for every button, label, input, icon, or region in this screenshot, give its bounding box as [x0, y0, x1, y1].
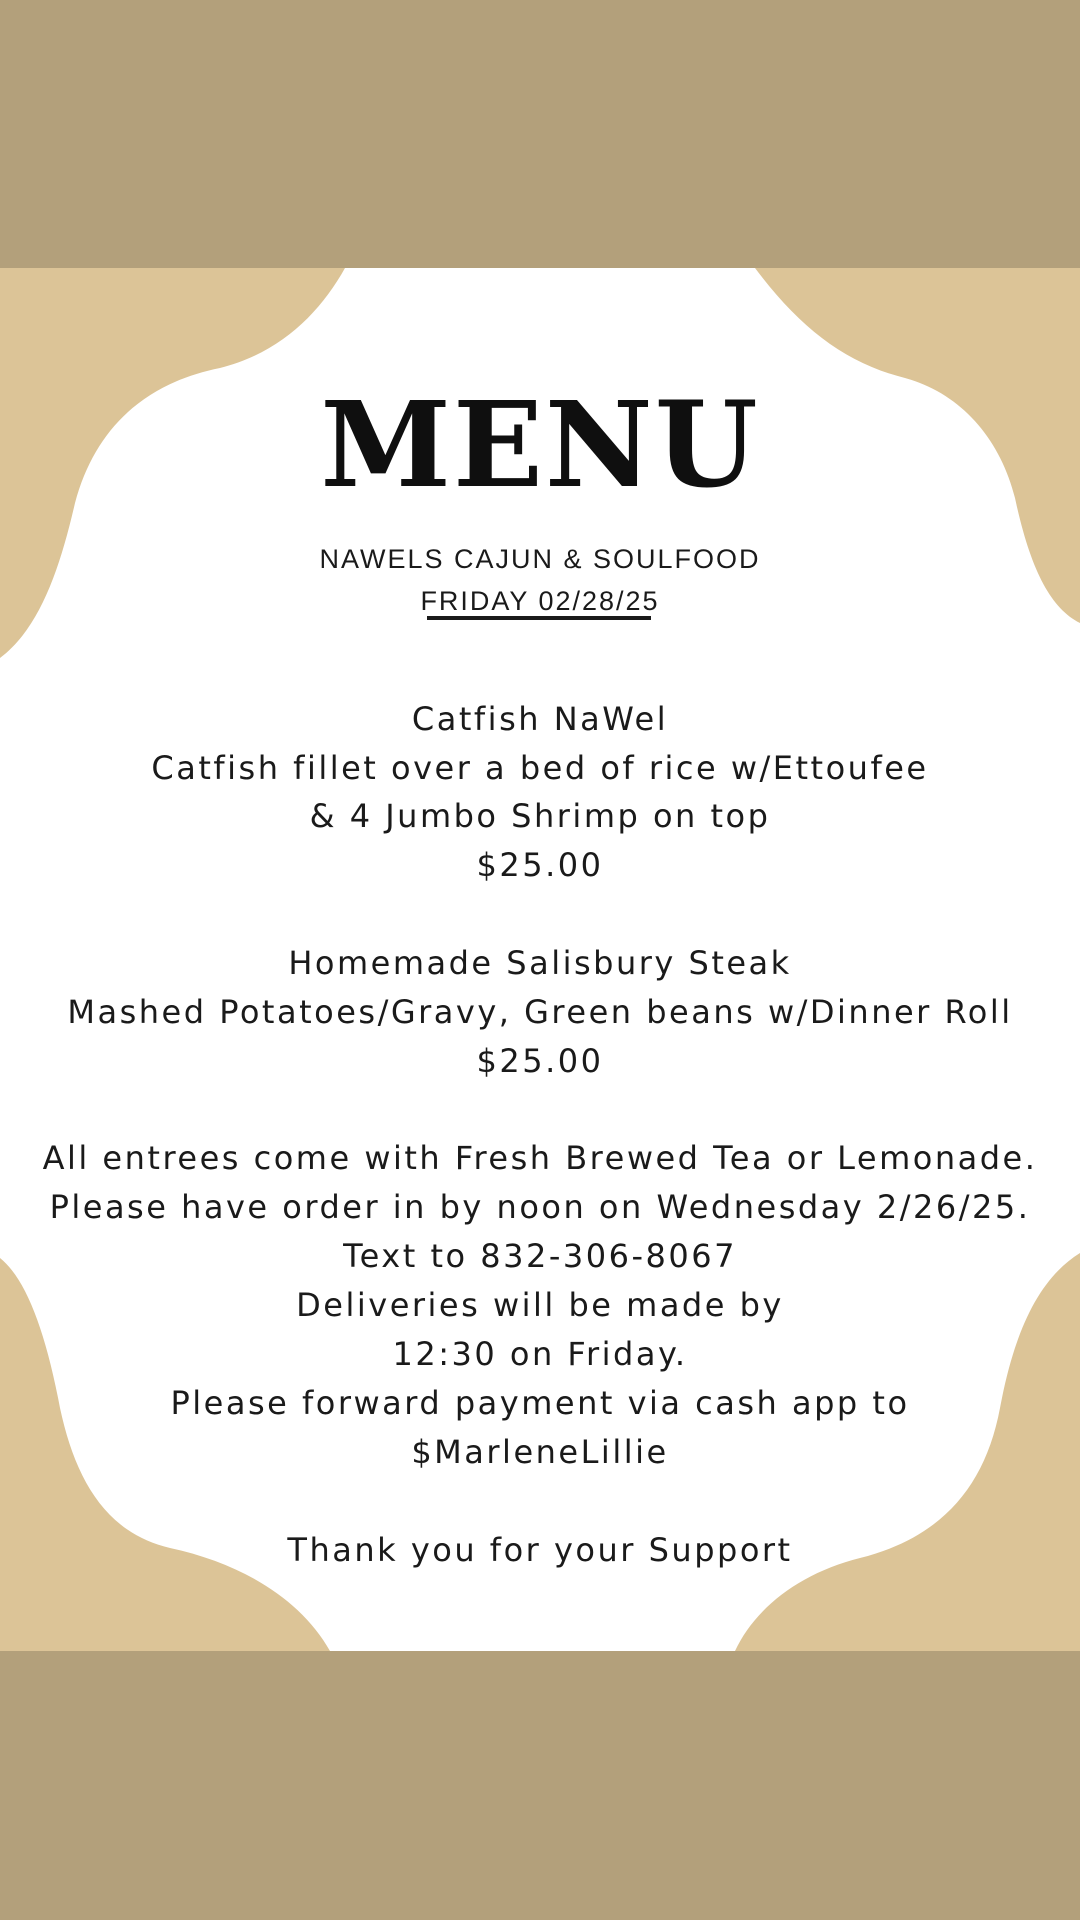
note-line-7: $MarleneLillie: [411, 1433, 669, 1471]
menu-card: [0, 268, 1080, 1651]
item-1-description-2: & 4 Jumbo Shrimp on top: [309, 797, 771, 835]
item-1-name: Catfish NaWel: [411, 700, 669, 738]
item-2-price: $25.00: [476, 1042, 604, 1080]
menu-date: FRIDAY 02/28/25: [420, 586, 660, 616]
item-1-price: $25.00: [476, 846, 604, 884]
note-line-1: All entrees come with Fresh Brewed Tea or Lemonade.: [42, 1139, 1038, 1177]
note-line-6: Please forward payment via cash app to: [170, 1384, 910, 1422]
item-1-description-1: Catfish fillet over a bed of rice w/Ettoufee: [151, 749, 929, 787]
note-line-3: Text to 832-306-8067: [343, 1237, 737, 1275]
menu-title: MENU: [320, 375, 760, 514]
note-line-2: Please have order in by noon on Wednesday 2/26/25.: [49, 1188, 1031, 1226]
restaurant-name: NAWELS CAJUN & SOULFOOD: [319, 544, 761, 574]
thank-you-text: Thank you for your Support: [287, 1531, 793, 1569]
menu-content: [0, 268, 1080, 1651]
date-underline: [427, 616, 651, 620]
item-2-description-1: Mashed Potatoes/Gravy, Green beans w/Dinner Roll: [67, 993, 1013, 1031]
item-2-name: Homemade Salisbury Steak: [288, 944, 792, 982]
note-line-4: Deliveries will be made by: [296, 1286, 784, 1324]
note-line-5: 12:30 on Friday.: [392, 1335, 688, 1373]
